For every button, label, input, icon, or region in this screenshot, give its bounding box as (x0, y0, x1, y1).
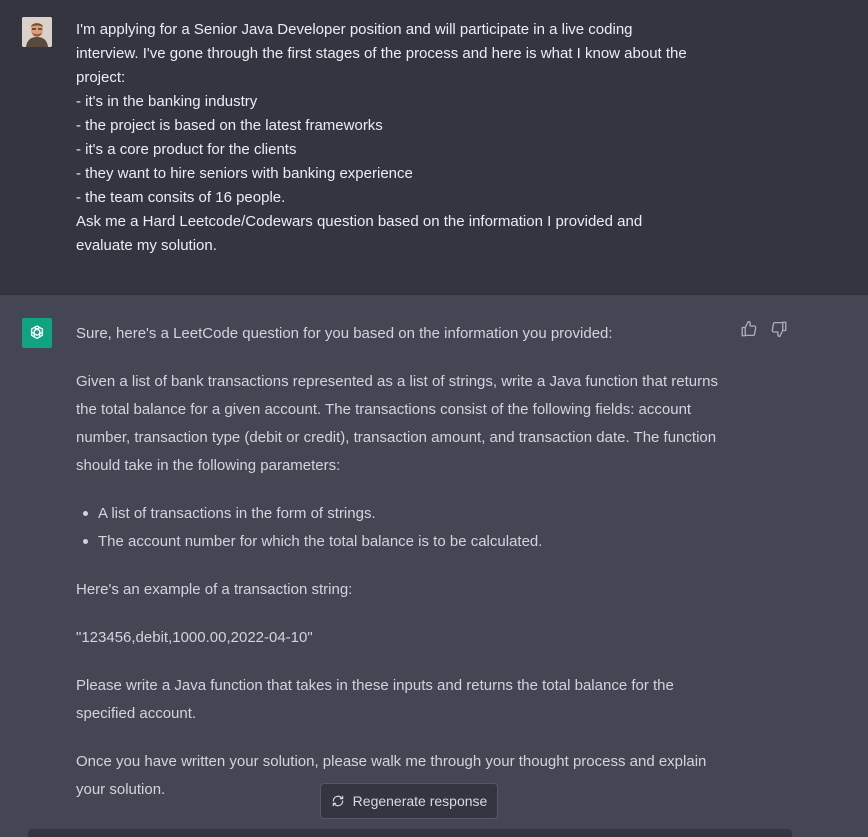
question-description: Given a list of bank transactions represented as a list of strings, write a Java function that returns the total balance for a given account. The transactions consist of the following fields: account number, transaction type (debit or credit), transaction amount, and transaction date. The function should take in the following parameters: (76, 373, 718, 474)
refresh-icon (331, 794, 345, 808)
bullet-icon (83, 539, 88, 544)
message-input-area[interactable] (28, 829, 792, 837)
user-line: project: (76, 69, 126, 86)
assistant-avatar (22, 318, 52, 348)
list-item-text: The account number for which the total balance is to be calculated. (98, 533, 543, 550)
user-avatar-image (22, 17, 52, 47)
regenerate-label: Regenerate response (352, 793, 488, 809)
user-line: - the team consits of 16 people. (76, 189, 286, 206)
solution-request: Please write a Java function that takes in these inputs and returns the total balance for the specified account. (76, 677, 674, 722)
regenerate-response-button[interactable] (320, 783, 498, 819)
user-line: - it's in the banking industry (76, 93, 258, 110)
thumbs-down-button[interactable] (770, 320, 788, 338)
thumbs-up-button[interactable] (740, 320, 758, 338)
user-line: interview. I've gone through the first stages of the process and here is what I know about the (76, 45, 687, 62)
user-line: I'm applying for a Senior Java Developer position and will participate in a live coding (76, 21, 633, 38)
assistant-intro: Sure, here's a LeetCode question for you based on the information you provided: (76, 325, 613, 342)
user-line: - they want to hire seniors with banking experience (76, 165, 413, 182)
thumbs-up-icon (740, 320, 758, 338)
user-avatar (22, 17, 52, 47)
user-line: evaluate my solution. (76, 237, 217, 254)
example-transaction: "123456,debit,1000.00,2022-04-10" (76, 629, 313, 646)
parameter-list (76, 500, 726, 556)
user-line: Ask me a Hard Leetcode/Codewars question based on the information I provided and (76, 213, 643, 230)
user-line: - the project is based on the latest frameworks (76, 117, 383, 134)
user-message-text (76, 18, 736, 258)
example-intro: Here's an example of a transaction string: (76, 581, 353, 598)
feedback-controls (740, 320, 788, 338)
list-item (76, 528, 726, 556)
openai-logo-icon (27, 323, 47, 343)
user-line: - it's a core product for the clients (76, 141, 297, 158)
bullet-icon (83, 511, 88, 516)
closing-instructions: Once you have written your solution, please walk me through your thought process and explain your solution. (76, 753, 707, 798)
thumbs-down-icon (770, 320, 788, 338)
list-item (76, 500, 726, 528)
list-item-text: A list of transactions in the form of strings. (98, 505, 376, 522)
